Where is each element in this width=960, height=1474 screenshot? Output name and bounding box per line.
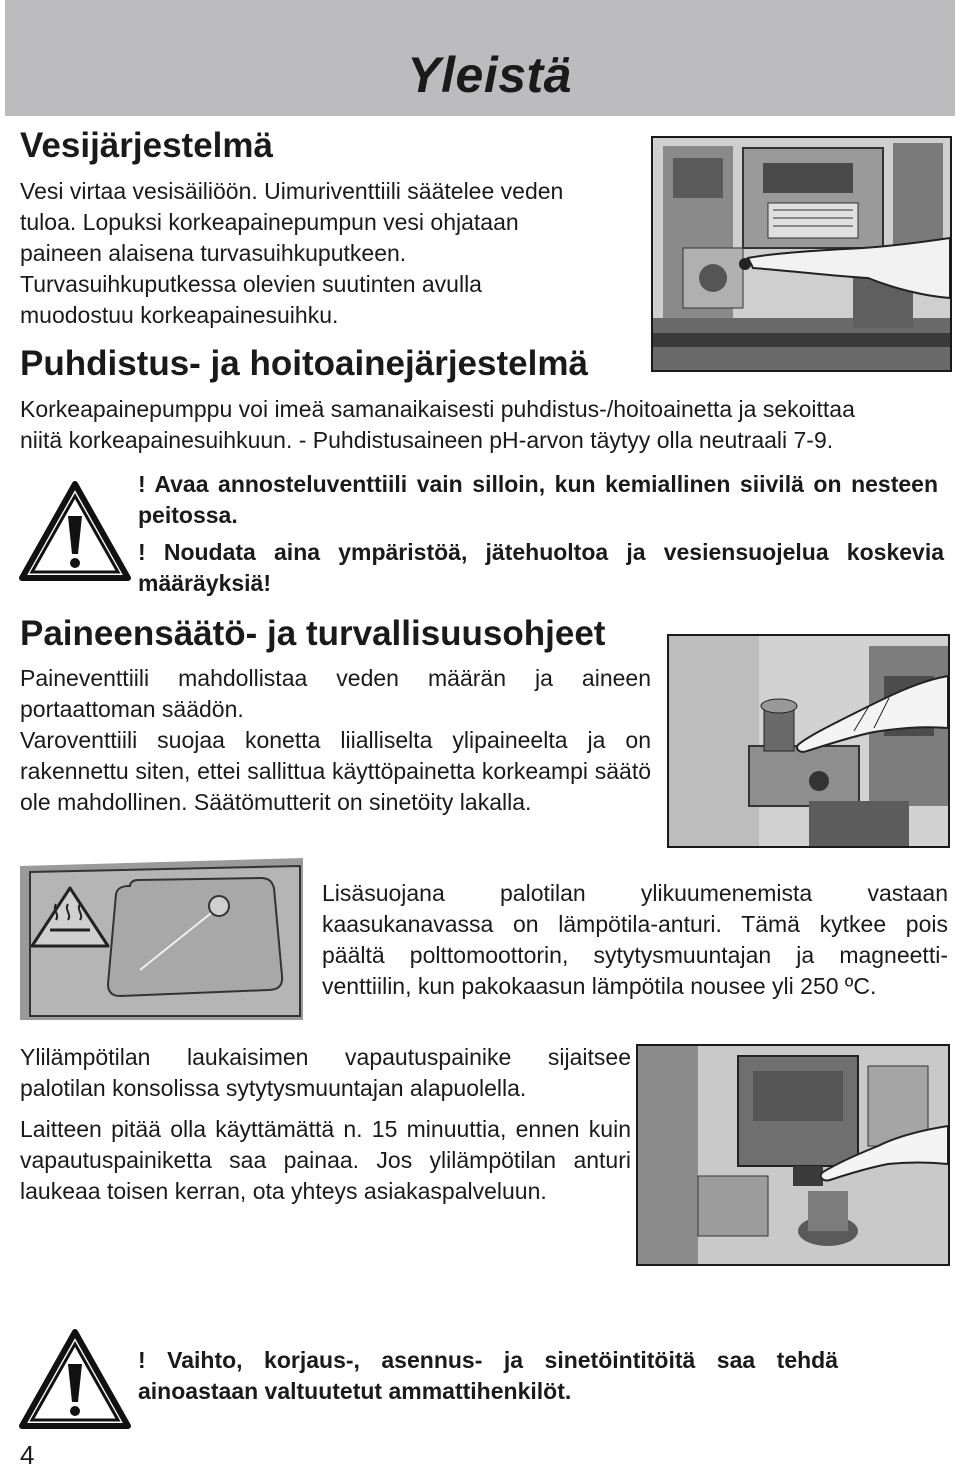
figure-reset-button [636, 1044, 950, 1266]
pressure-paragraph-1: Paineventtiili mahdollistaa veden määrän ja aineen portaattoman säädön. [20, 665, 651, 722]
reset-paragraph-2: Laitteen pitää olla käyttämättä n. 15 minuuttia, ennen kuin vapautuspainiketta saa painaa. Jos ylilämpötilan anturi laukeaa toisen kerran, ota yhteys asiakaspalveluun. [20, 1116, 631, 1204]
overheat-paragraph: Lisäsuojana palotilan ylikuumenemista vastaan kaasukanavassa on lämpötila-anturi. Tämä kytkee pois päältä polttomoottorin, sytytysmuuntajan ja magneettiventtiilin, kun pakokaasun lämpötila nousee yli 250 ºC. [322, 880, 948, 999]
water-line: tuloa. Lopuksi korkeapainepumpun vesi ohjataan [20, 209, 519, 235]
warning-triangle-icon [18, 480, 132, 582]
section-title-water: Vesijärjestelmä [20, 126, 273, 165]
cleaning-line: niitä korkeapainesuihkuun. - Puhdistusaineen pH-arvon täytyy olla neutraali 7-9. [20, 427, 834, 453]
warning-triangle-icon [18, 1328, 132, 1430]
reset-paragraph-1: Ylilämpötilan laukaisimen vapautuspainike sijaitsee palotilan konsolissa sytytysmuuntajan alapuolella. [20, 1044, 631, 1101]
figure-temperature-sensor [20, 858, 303, 1020]
water-paragraph [20, 176, 640, 331]
cleaning-line: Korkeapainepumppu voi imeä samanaikaisesti puhdistus-/hoitoainetta ja sekoittaa [20, 396, 855, 422]
water-line: muodostuu korkeapainesuihku. [20, 302, 339, 328]
pressure-paragraph-2: Varoventtiili suojaa konetta liialliselta ylipaineelta ja on rakennettu siten, ettei sallittua käyttöpainetta korkeampi säätö ole mahdollinen. Säätömutterit on sinetöity lakalla. [20, 727, 651, 815]
figure-water-pump [651, 136, 952, 372]
section-title-cleaning: Puhdistus- ja hoitoainejärjestelmä [20, 344, 588, 383]
figure-pressure-valve [667, 634, 950, 848]
final-warning: ! Vaihto, korjaus-, asennus- ja sinetöintitöitä saa tehdä ainoastaan valtuutetut ammattihenkilöt. [138, 1347, 838, 1404]
water-line: Vesi virtaa vesisäiliöön. Uimuriventtiili säätelee veden [20, 178, 564, 204]
section-title-pressure: Paineensäätö- ja turvallisuusohjeet [20, 614, 606, 653]
page-title: Yleistä [407, 47, 572, 103]
water-line: Turvasuihkuputkessa olevien suutinten avulla [20, 271, 482, 297]
water-line: paineen alaisena turvasuihkuputkeen. [20, 240, 407, 266]
page-number: 4 [20, 1440, 35, 1470]
cleaning-paragraph [20, 394, 950, 456]
cleaning-warning-2: ! Noudata aina ympäristöä, jätehuoltoa ja vesiensuojelua koskevia määräyksiä! [138, 539, 944, 596]
cleaning-warning-1: ! Avaa annosteluventtiili vain silloin, kun kemiallinen siivilä on nesteen peitossa. [138, 471, 938, 528]
